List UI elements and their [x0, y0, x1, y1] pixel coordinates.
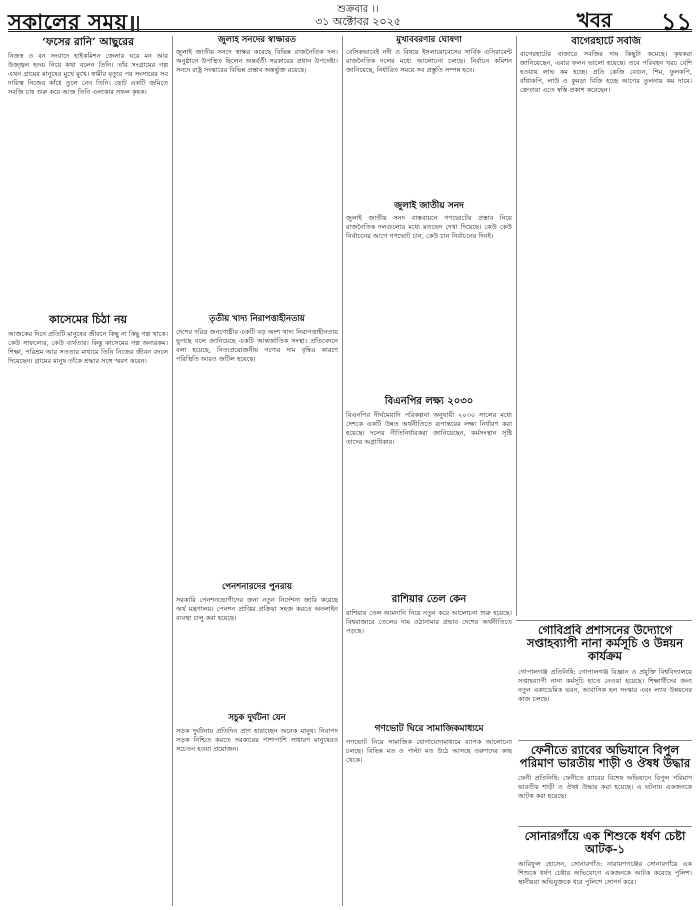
article-headline: জুলাই সনদের স্বাক্ষরিত	[218, 36, 296, 45]
article-body: বাগেরহাটের বাজারে সবজির দাম কিছুটা কমেছে। কৃষকরা জানিয়েছেন, এবার ফলন ভালো হয়েছে। তবে পরিবহন খরচ বেশি হওয়ায় লাভ কম হচ্ছে। প্রতি কেজি বেগুন, শিম, ফুলকপি, বাঁধাকপি, লাউ ও কুমড়া বিক্রি হচ্ছে আগের তুলনায় কম দামে। ক্রেতারা এতে স্বস্তি প্রকাশ করেছেন।	[520, 50, 692, 94]
brand-logo: সকালের সময়	[8, 6, 139, 41]
article-headline: বাগেরহাটে সবজি	[571, 36, 641, 47]
column-4	[520, 36, 692, 616]
article-headline: সোনারগাঁয়ে এক শিশুকে ধর্ষণ চেষ্টা আটক-১	[524, 829, 686, 856]
article-body: আজকের দিনে প্রতিটি মানুষের জীবনে কিছু না কিছু গল্প থাকে। কেউ সাফল্যের, কেউ ব্যর্থতার। কিন্তু কাসেমের গল্প অন্যরকম। শিক্ষা, পরিশ্রম আর সততার মাধ্যমে তিনি নিজের জীবন বদলে দিয়েছেন। গ্রামের মানুষ তাঁকে শ্রদ্ধার সঙ্গে স্মরণ করেন।	[8, 330, 168, 365]
column-1	[8, 36, 168, 906]
article-body: আরিফুল হোসেন, সোনারগাঁও: নারায়ণগঞ্জের সোনারগাঁয়ে এক শিশুকে ধর্ষণ চেষ্টার অভিযোগে একজনকে আটক করেছে পুলিশ। স্থানীয়রা অভিযুক্তকে ধরে পুলিশে সোপর্দ করে।	[518, 860, 692, 886]
column-3	[346, 36, 512, 906]
article-headline: গোবিপ্রবি প্রশাসনের উদ্যোগে সপ্তাহব্যাপী নানা কর্মসূচি ও উন্নয়ন কার্যক্রম	[526, 624, 684, 663]
date-full: ৩১ অক্টোবর ২০২৫	[315, 15, 401, 28]
article-body: দেশের দরিদ্র জনগোষ্ঠীর একটি বড় অংশ খাদ্য নিরাপত্তাহীনতায় ভুগছে বলে জানিয়েছে একটি আন্তর্জাতিক সংস্থা। প্রতিবেদনে বলা হয়েছে, নিত্যপ্রয়োজনীয় পণ্যের দাম বৃদ্ধির কারণে পরিস্থিতি আরও জটিল হয়েছে।	[176, 328, 338, 363]
article-body: জুলাই জাতীয় সনদ বাস্তবায়নে গণভোটের প্রস্তাব নিয়ে রাজনৈতিক দলগুলোর মধ্যে মতভেদ দেখা দিয়েছে। কেউ কেউ নির্বাচনের আগে গণভোট চান, কেউ চান নির্বাচনের দিনই।	[346, 214, 512, 240]
column-divider	[342, 36, 343, 906]
section-title: খবর	[576, 8, 612, 32]
article-headline: মুখবিবরণীর ঘোষণা	[396, 36, 462, 45]
article-headline: তৃতীয় খাদ্য নিরাপত্তাহীনতায়	[209, 314, 305, 324]
article-body: রাশিয়ার তেল আমদানি নিয়ে নতুন করে আলোচনা শুরু হয়েছে। বিশ্ববাজারে তেলের দাম ওঠানামার প্রভাব দেশের অর্থনীতিতে পড়ছে।	[346, 609, 512, 635]
article-body: জুলাই জাতীয় সনদে স্বাক্ষর করেছে বিভিন্ন রাজনৈতিক দল। অনুষ্ঠানে উপস্থিত ছিলেন অন্তর্বর্তী সরকারের প্রধান উপদেষ্টা। সনদে রাষ্ট্র সংস্কারের বিভিন্ন প্রস্তাব অন্তর্ভুক্ত রয়েছে।	[176, 48, 338, 74]
article-body: সড়ক দুর্ঘটনায় প্রতিদিন প্রাণ হারাচ্ছেন অনেক মানুষ। নিরাপদ সড়ক নিশ্চিত করতে সরকারের পাশাপাশি সাধারণ মানুষেরও সচেতন হওয়া প্রয়োজন।	[176, 727, 338, 753]
masthead	[8, 4, 692, 36]
article-body: ফেনী প্রতিনিধি: ফেনীতে র‍্যাবের বিশেষ অভিযানে বিপুল পরিমাণ ভারতীয় শাড়ী ও ঔষধ উদ্ধার করা হয়েছে। এ ঘটনায় একজনকে আটক করা হয়েছে।	[518, 774, 692, 800]
article-headline: রাশিয়ার তেল কেন	[391, 594, 467, 605]
column-divider	[172, 36, 173, 906]
article-headline: কাসেমের চিঠা নয়	[48, 313, 127, 326]
date-day: শুক্রবার ।।	[337, 4, 379, 15]
section-divider	[518, 740, 692, 741]
column-4-lower	[518, 624, 692, 906]
article-body: নিজস্ব ও বন সংবাদে হাইকমিশন জেলার ঘরে মন আর উজ্জ্বল হৃদয় নিয়ে কথা বলেন তিনি। তাঁর সংগ্রামের গল্প এখন গ্রামের মানুষের মুখে মুখে। স্বামীর মৃত্যুর পর সংসারের সব দায়িত্ব নিজের কাঁধে তুলে নেন তিনি। ছোট একটি জমিতে সবজি চাষ শুরু করে আজ তিনি এলাকার সফল কৃষক।	[8, 52, 168, 96]
article-headline: বিএনপির লক্ষ্য ২০৩০	[384, 396, 474, 407]
section-divider	[516, 620, 692, 621]
article-body: সরকারি পেনশনভোগীদের জন্য নতুন নির্দেশনা জারি করেছে অর্থ মন্ত্রণালয়। পেনশন প্রাপ্তির প্রক্রিয়া সহজ করতে অনলাইন ব্যবস্থা চালু করা হয়েছে।	[176, 596, 338, 622]
article-headline: সচুক দুর্ঘটনা যেন	[228, 713, 286, 723]
article-body: বেসিকভাবেই নদী ও বিষয়ে ইসলামোবেসের সার্বিক এসিরামেন্ট রাজনৈতিক দলের মধ্যে আলোচনা চলছে। নির্বাচন কমিশন জানিয়েছে, নির্ধারিত সময়ে সব প্রস্তুতি সম্পন্ন হবে।	[346, 48, 512, 74]
dateline	[223, 4, 493, 28]
section-divider	[518, 826, 692, 827]
column-2	[176, 36, 338, 906]
article-headline: ‘ফসের রানি’ আছুরের	[42, 36, 134, 48]
article-headline: গণভোট ঘিরে সামাজিকমাধ্যমে	[374, 724, 484, 734]
article-body: বিএনপির দীর্ঘমেয়াদি পরিকল্পনা অনুযায়ী ২০৩০ সালের মধ্যে দেশকে একটি উন্নত অর্থনীতিতে রূপান্তরের লক্ষ্য নির্ধারণ করা হয়েছে। দলের নীতিনির্ধারকরা জানিয়েছেন, কর্মসংস্থান সৃষ্টি তাদের অগ্রাধিকার।	[346, 411, 512, 446]
article-headline: জুলাই জাতীয় সনদ	[394, 201, 464, 211]
article-headline: ফেনীতে র‍্যাবের অভিযানে বিপুল পরিমাণ ভারতীয় শাড়ী ও ঔষধ উদ্ধার	[519, 743, 691, 770]
page-number: ১১	[660, 7, 692, 36]
article-body: গোপালগঞ্জ প্রতিনিধি: গোপালগঞ্জ বিজ্ঞান ও প্রযুক্তি বিশ্ববিদ্যালয়ে সপ্তাহব্যাপী নানা কর্মসূচি হাতে নেওয়া হয়েছে। শিক্ষার্থীদের জন্য নতুন একাডেমিক ভবন, আবাসিক হল সংস্কার এবং ল্যাব উন্নয়নের কাজ চলছে।	[518, 668, 692, 703]
article-body: গণভোট নিয়ে সামাজিক যোগাযোগমাধ্যমে ব্যাপক আলোচনা চলছে। বিভিন্ন মত ও পাল্টা মত উঠে আসছে তরুণদের কাছ থেকে।	[346, 738, 512, 764]
article-headline: পেনশনারদের পুনরায়	[221, 582, 293, 592]
column-divider	[516, 36, 517, 616]
